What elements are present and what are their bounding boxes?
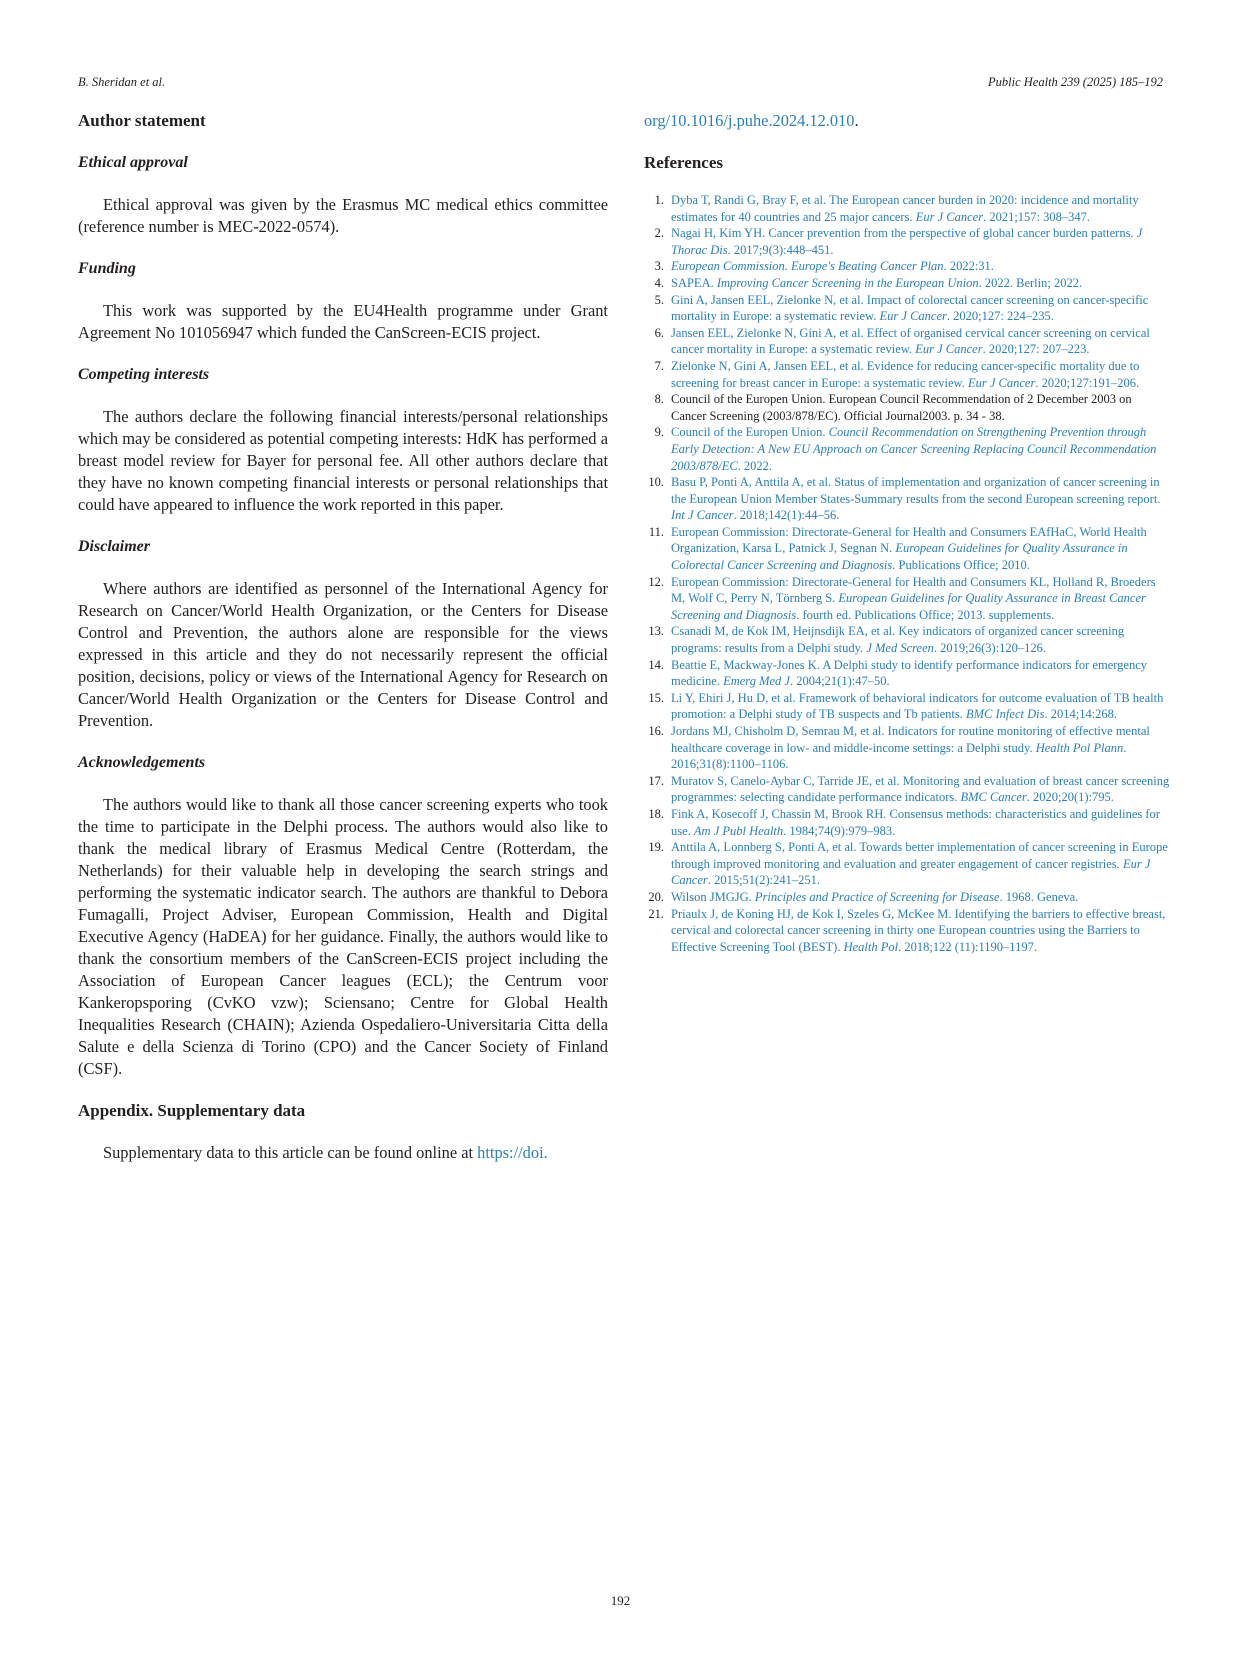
reference-link[interactable] [671, 276, 1082, 290]
reference-details: . 2015;51(2):241–251. [707, 873, 820, 888]
reference-item [644, 889, 1170, 906]
reference-link[interactable] [671, 359, 1139, 390]
reference-number: 9. [654, 425, 664, 440]
reference-text: Council of the Europen Union. European Council Recommendation of 2 December 2003 on Cancer Screening (2003/878/EC). Official Journal2003. p. 34 - 38. [671, 392, 1132, 423]
reference-number: 12. [648, 574, 664, 589]
reference-text: Csanadi M, de Kok IM, Heijnsdijk EA, et al. Key indicators of organized cancer screening programs: results from a Delphi study. [671, 624, 1125, 656]
running-head-authors: B. Sheridan et al. [78, 75, 166, 89]
right-column [644, 110, 1170, 955]
reference-text: Anttila A, Lonnberg S, Ponti A, et al. Towards better implementation of cancer screening in Europe through improved monitoring and evaluation and greater engagement of cancer registries. [671, 840, 1168, 871]
reference-text: Basu P, Ponti A, Anttila A, et al. Status of implementation and organization of cancer screening in the European Union Member States-Summary results from the second European screening report. [671, 475, 1161, 506]
author-statement-heading: Author statement [78, 111, 206, 130]
reference-item [644, 325, 1170, 358]
reference-link[interactable] [671, 259, 994, 273]
reference-link [671, 392, 1132, 423]
reference-text: Fink A, Kosecoff J, Chassin M, Brook RH. Consensus methods: characteristics and guidelines for use. [671, 806, 1160, 838]
reference-source: Eur J Cancer [671, 856, 1151, 888]
competing-interests-heading: Competing interests [78, 366, 210, 383]
reference-text: SAPEA. [671, 275, 717, 290]
reference-number: 10. [648, 475, 664, 490]
reference-text: Jansen EEL, Zielonke N, Gini A, et al. Effect of organised cervical cancer screening on cervical cancer mortality in Europe: a systematic review. [671, 325, 1150, 357]
reference-number: 6. [654, 325, 664, 340]
reference-details: . 2020;127:191–206. [1035, 375, 1140, 390]
reference-number: 14. [648, 657, 664, 672]
reference-source: Council Recommendation on Strengthening Prevention through Early Detection: A New EU Approach on Cancer Screening Replacing Council Recommendation 2003/878/EC [671, 425, 1157, 473]
reference-number: 18. [648, 806, 664, 821]
reference-number: 7. [654, 358, 664, 373]
reference-text: Li Y, Ehiri J, Hu D, et al. Framework of behavioral indicators for outcome evaluation of TB health promotion: a Delphi study of TB suspects and Tb patients. [671, 690, 1164, 722]
reference-details: . 2022. Berlin; 2022. [978, 275, 1083, 290]
doi-period: . [854, 111, 859, 130]
reference-source: Improving Cancer Screening in the European Union [716, 275, 979, 290]
reference-link[interactable] [671, 890, 1078, 904]
reference-number: 19. [648, 840, 664, 855]
reference-item [644, 292, 1170, 325]
reference-details: . 2004;21(1):47–50. [789, 674, 890, 689]
reference-text: Jordans MJ, Chisholm D, Semrau M, et al. Indicators for routine monitoring of effective mental healthcare coverage in low- and middle-income settings: a Delphi study. [671, 724, 1150, 755]
reference-link[interactable] [671, 807, 1160, 838]
reference-source: Int J Cancer [671, 508, 734, 523]
appendix-text: Supplementary data to this article can be found online at [103, 1143, 478, 1162]
reference-details: . 2016;31(8):1100–1106. [671, 740, 1127, 772]
reference-number: 1. [654, 193, 664, 207]
acknowledgements-heading: Acknowledgements [78, 754, 206, 771]
reference-source: J Med Screen [866, 641, 934, 656]
disclaimer-heading: Disclaimer [78, 538, 150, 555]
reference-details: . 2020;127: 224–235. [946, 309, 1054, 324]
reference-item [644, 424, 1170, 474]
reference-item [644, 225, 1170, 258]
reference-item [644, 657, 1170, 690]
acknowledgements-paragraph: The authors would like to thank all those cancer screening experts who took the time to participate in the Delphi process. The authors would also like to thank the medical library of Erasmus Medical Centre (Rotterdam, the Netherlands) for their valuable help in developing the search strings and performing the systematic indicator search. The authors are thankful to Debora Fumagalli, Project Adviser, European Commission, Health and Digital Executive Agency (HaDEA) for her guidance. Finally, the authors would like to thank the consortium members of the CanScreen-ECIS project including the Association of European Cancer leagues (ECL); the Centrum voor Kankeropsporing (CvKO vzw); Sciensano; Centre for Global Health Inequalities Research (CHAIN); Azienda Ospedaliero-Universitaria Citta della Salute e della Scienza di Torino (CPO) and the Cancer Society of Finland (CSF). [78, 795, 608, 1078]
reference-item [644, 474, 1170, 524]
reference-link[interactable] [671, 293, 1148, 324]
funding-heading: Funding [78, 260, 136, 277]
reference-text: Muratov S, Canelo-Aybar C, Tarride JE, et al. Monitoring and evaluation of breast cancer screening programmes: selecting candidate performance indicators. [671, 773, 1170, 805]
left-column [78, 110, 608, 1164]
doi-continuation [644, 110, 1170, 132]
reference-text: Zielonke N, Gini A, Jansen EEL, et al. Evidence for reducing cancer-specific mortality due to screening for breast cancer in Europe: a systematic review. [671, 358, 1140, 390]
reference-source: Eur J Cancer [915, 342, 983, 357]
page-number: 192 [610, 1593, 631, 1608]
reference-details: . 2014;14:268. [1044, 707, 1118, 722]
reference-details: . 2022. [737, 458, 773, 473]
reference-link[interactable] [671, 326, 1150, 357]
reference-link[interactable] [671, 658, 1147, 689]
appendix-heading: Appendix. Supplementary data [78, 1101, 306, 1120]
reference-details: . 2017;9(3):448–451. [727, 242, 834, 257]
reference-text: Gini A, Jansen EEL, Zielonke N, et al. Impact of colorectal cancer screening on cancer-specific mortality in Europe: a systematic review. [671, 292, 1149, 324]
reference-number: 11. [648, 524, 664, 539]
reference-text: European Commission: Directorate-General for Health and Consumers EAfHaC, World Health Organization, Karsa L, Patnick J, Segnan N. [671, 524, 1147, 556]
reference-number: 20. [648, 889, 664, 904]
reference-item [644, 773, 1170, 806]
reference-details: . 2019;26(3):120–126. [933, 641, 1047, 656]
reference-number: 3. [654, 259, 664, 274]
reference-details: . 2020;20(1):795. [1026, 790, 1114, 805]
reference-item [644, 839, 1170, 889]
reference-text: Beattie E, Mackway-Jones K. A Delphi study to identify performance indicators for emergency medicine. [671, 657, 1148, 689]
reference-item [644, 391, 1170, 424]
reference-source: Health Pol [843, 939, 899, 954]
reference-number: 8. [654, 392, 664, 407]
reference-text: European Commission: Directorate-General for Health and Consumers KL, Holland R, Broeders M, Wolf C, Perry N, Törnberg S. [671, 574, 1156, 606]
reference-source: Eur J Cancer [967, 375, 1036, 390]
reference-link[interactable] [671, 624, 1124, 655]
reference-item [644, 275, 1170, 292]
supplementary-doi-link[interactable]: https://doi. [477, 1143, 548, 1162]
reference-text: Wilson JMGJG. [671, 889, 755, 904]
supplementary-doi-link-tail[interactable]: org/10.1016/j.puhe.2024.12.010 [644, 111, 855, 130]
reference-details: . Publications Office; 2010. [892, 558, 1030, 573]
ethical-approval-heading: Ethical approval [78, 154, 188, 171]
reference-link[interactable] [671, 226, 1142, 257]
reference-details: . 2022:31. [943, 259, 994, 274]
reference-text: Nagai H, Kim YH. Cancer prevention from the perspective of global cancer burden patterns. [671, 226, 1137, 241]
reference-link[interactable] [671, 691, 1163, 722]
reference-link[interactable] [671, 193, 1139, 224]
reference-link[interactable] [671, 575, 1156, 622]
reference-list [644, 192, 1170, 955]
reference-link[interactable] [671, 475, 1160, 522]
reference-number: 5. [654, 292, 664, 307]
reference-details: . 1984;74(9):979–983. [783, 823, 896, 838]
reference-details: . 1968. Geneva. [999, 889, 1079, 904]
reference-item [644, 906, 1170, 956]
reference-details: . 2018;122 (11):1190–1197. [898, 939, 1037, 954]
reference-link[interactable] [671, 525, 1147, 572]
reference-source: BMC Infect Dis [966, 707, 1045, 722]
reference-number: 16. [648, 724, 664, 738]
reference-number: 4. [654, 275, 664, 290]
reference-item [644, 192, 1170, 225]
reference-source: European Guidelines for Quality Assurance in Colorectal Cancer Screening and Diagnosis [671, 541, 1128, 573]
reference-link[interactable] [671, 724, 1150, 771]
competing-interests-paragraph: The authors declare the following financial interests/personal relationships which may be considered as potential competing interests: HdK has performed a breast model review for Bayer for personal fee. All other authors declare that they have no known competing financial interests or personal relationships that could have appeared to influence the work reported in this paper. [78, 407, 608, 514]
reference-link[interactable] [671, 907, 1165, 954]
reference-source: European Guidelines for Quality Assurance in Breast Cancer Screening and Diagnosis [671, 591, 1146, 622]
reference-source: J Thorac Dis [671, 226, 1143, 257]
funding-paragraph: This work was supported by the EU4Health programme under Grant Agreement No 101056947 which funded the CanScreen-ECIS project. [78, 301, 608, 342]
reference-item [644, 806, 1170, 839]
reference-text: Council of the Europen Union. [671, 425, 829, 440]
reference-details: . 2021;157: 308–347. [983, 209, 1091, 224]
reference-details: . 2018;142(1):44–56. [733, 508, 840, 523]
reference-source: Eur J Cancer [879, 309, 947, 324]
reference-source: Emerg Med J [723, 674, 790, 689]
references-heading: References [644, 153, 723, 172]
reference-source: Am J Publ Health [693, 823, 784, 838]
reference-item [644, 623, 1170, 656]
reference-item [644, 690, 1170, 723]
appendix-paragraph [78, 1142, 608, 1164]
reference-source: Eur J Cancer [915, 209, 984, 224]
reference-number: 2. [654, 226, 664, 241]
reference-details: . fourth ed. Publications Office; 2013. supplements. [796, 607, 1055, 622]
reference-source: European Commission. Europe's Beating Cancer Plan [671, 259, 944, 274]
reference-number: 21. [648, 906, 664, 921]
reference-number: 15. [648, 690, 664, 705]
ethical-approval-paragraph: Ethical approval was given by the Erasmus MC medical ethics committee (reference number is MEC-2022-0574). [78, 195, 608, 236]
reference-link[interactable] [671, 774, 1169, 805]
reference-text: Dyba T, Randi G, Bray F, et al. The European cancer burden in 2020: incidence and mortality estimates for 40 countries and 25 major cancers. [671, 193, 1139, 224]
reference-text: Priaulx J, de Koning HJ, de Kok I, Szeles G, McKee M. Identifying the barriers to effective breast, cervical and colorectal cancer screening in thirty one European countries using the Barriers to Effective Screening Tool (BEST). [671, 906, 1166, 954]
reference-source: Principles and Practice of Screening for Disease [754, 889, 1000, 904]
reference-item [644, 574, 1170, 624]
reference-link[interactable] [671, 840, 1168, 887]
reference-source: Health Pol Plann [1035, 740, 1124, 755]
reference-number: 17. [648, 773, 664, 788]
reference-details: . 2020;127: 207–223. [982, 342, 1090, 357]
reference-number: 13. [648, 624, 664, 639]
reference-item [644, 258, 1170, 275]
running-head-journal: Public Health 239 (2025) 185–192 [988, 75, 1163, 89]
disclaimer-paragraph: Where authors are identified as personnel of the International Agency for Research on Cancer/World Health Organization, or the Centers for Disease Control and Prevention, the authors alone are responsible for the views expressed in this article and they do not necessarily represent the official position, decisions, policy or views of the International Agency for Research on Cancer/World Health Organization or the Centers for Disease Control and Prevention. [78, 579, 608, 730]
reference-source: BMC Cancer [960, 790, 1027, 805]
reference-item [644, 723, 1170, 773]
reference-item [644, 358, 1170, 391]
reference-link[interactable] [671, 425, 1156, 472]
reference-item [644, 524, 1170, 574]
